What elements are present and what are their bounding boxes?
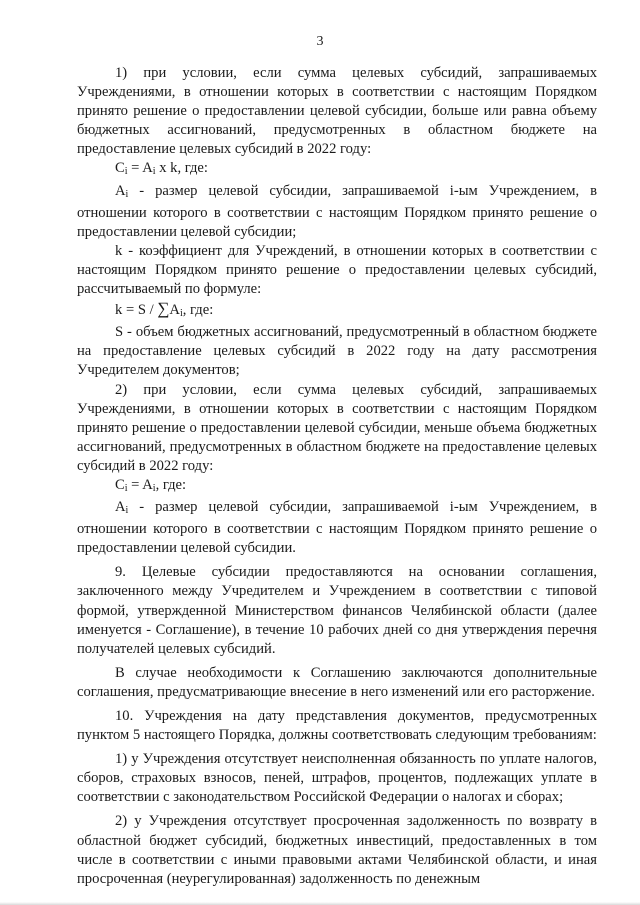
formula-k: $k = S / \sum A_i$, где: bbox=[115, 299, 214, 320]
paragraph-k-definition: k - коэффициент для Учреждений, в отношении которых в соответствии с настоящим Порядком принято решение о предоставлении целевых субсидий, рассчитываемый по формуле: bbox=[77, 242, 597, 298]
formula-ci-ak: $C_i = A_i$ x k, где: bbox=[115, 160, 208, 178]
paragraph-requirement-1: 1) у Учреждения отсутствует неисполненная обязанность по уплате налогов, сборов, страховых взносов, пеней, штрафов, процентов, подлежащих уплате в соответствии с законодательством Российской Федерации о налогах и сборах; bbox=[77, 751, 597, 806]
paragraph-agreements: В случае необходимости к Соглашению заключаются дополнительные соглашения, предусматривающие внесение в него изменений или его расторжение. bbox=[77, 664, 597, 700]
page-number: 3 bbox=[316, 34, 324, 49]
paragraph-s-definition: S - объем бюджетных ассигнований, предусмотренный в областном бюджете на предоставление целевых субсидий в 2022 году на дату рассмотрения Учредителем документов; bbox=[77, 324, 597, 379]
paragraph-ai-definition-2: $A_i$ - размер целевой субсидии, запрашиваемой i-ым Учреждением, в отношении которого в соответствии с настоящим Порядком принято решение о предоставлении целевой субсидии. bbox=[77, 499, 597, 557]
paragraph-requirement-2: 2) у Учреждения отсутствует просроченная задолженность по возврату в областной бюджет субсидий, бюджетных инвестиций, предоставленных в том числе в соответствии с иными правовыми актами Челябинской области, и иная просроченная (неурегулированная) задолженность по денежным bbox=[77, 813, 597, 887]
paragraph-ai-definition: $A_i$ - размер целевой субсидии, запрашиваемой i-ым Учреждением, в отношении которого в соответствии с настоящим Порядком принято решение о предоставлении целевой субсидии; bbox=[77, 182, 597, 240]
paragraph-item-10: 10. Учреждения на дату представления документов, предусмотренных пунктом 5 настоящего Порядка, должны соответствовать следующим требованиям: bbox=[77, 708, 597, 744]
formula-ci-ai: $C_i = A_i$, где: bbox=[115, 476, 187, 494]
paragraph-item-9: 9. Целевые субсидии предоставляются на основании соглашения, заключенного между Учредителем и Учреждением в соответствии с типовой формой, утвержденной Министерством финансов Челябинской области (далее именуется - Соглашение), в течение 10 рабочих дней со дня утверждения перечня получателей целевых субсидий. bbox=[77, 564, 597, 657]
paragraph-condition-2: 2) при условии, если сумма целевых субсидий, запрашиваемых Учреждениями, в отношении которых в соответствии с настоящим Порядком принято решение о предоставлении целевой субсидии, меньше объема бюджетных ассигнований, предусмотренных в областном бюджете на предоставление целевых субсидий в 2022 году: bbox=[77, 381, 597, 474]
document-body bbox=[77, 64, 597, 889]
paragraph-condition-1: 1) при условии, если сумма целевых субсидий, запрашиваемых Учреждениями, в отношении которых в соответствии с настоящим Порядком принято решение о предоставлении целевой субсидии, больше или равна объему бюджетных ассигнований, предусмотренных в областном бюджете на предоставление целевых субсидий в 2022 году: bbox=[77, 65, 597, 158]
